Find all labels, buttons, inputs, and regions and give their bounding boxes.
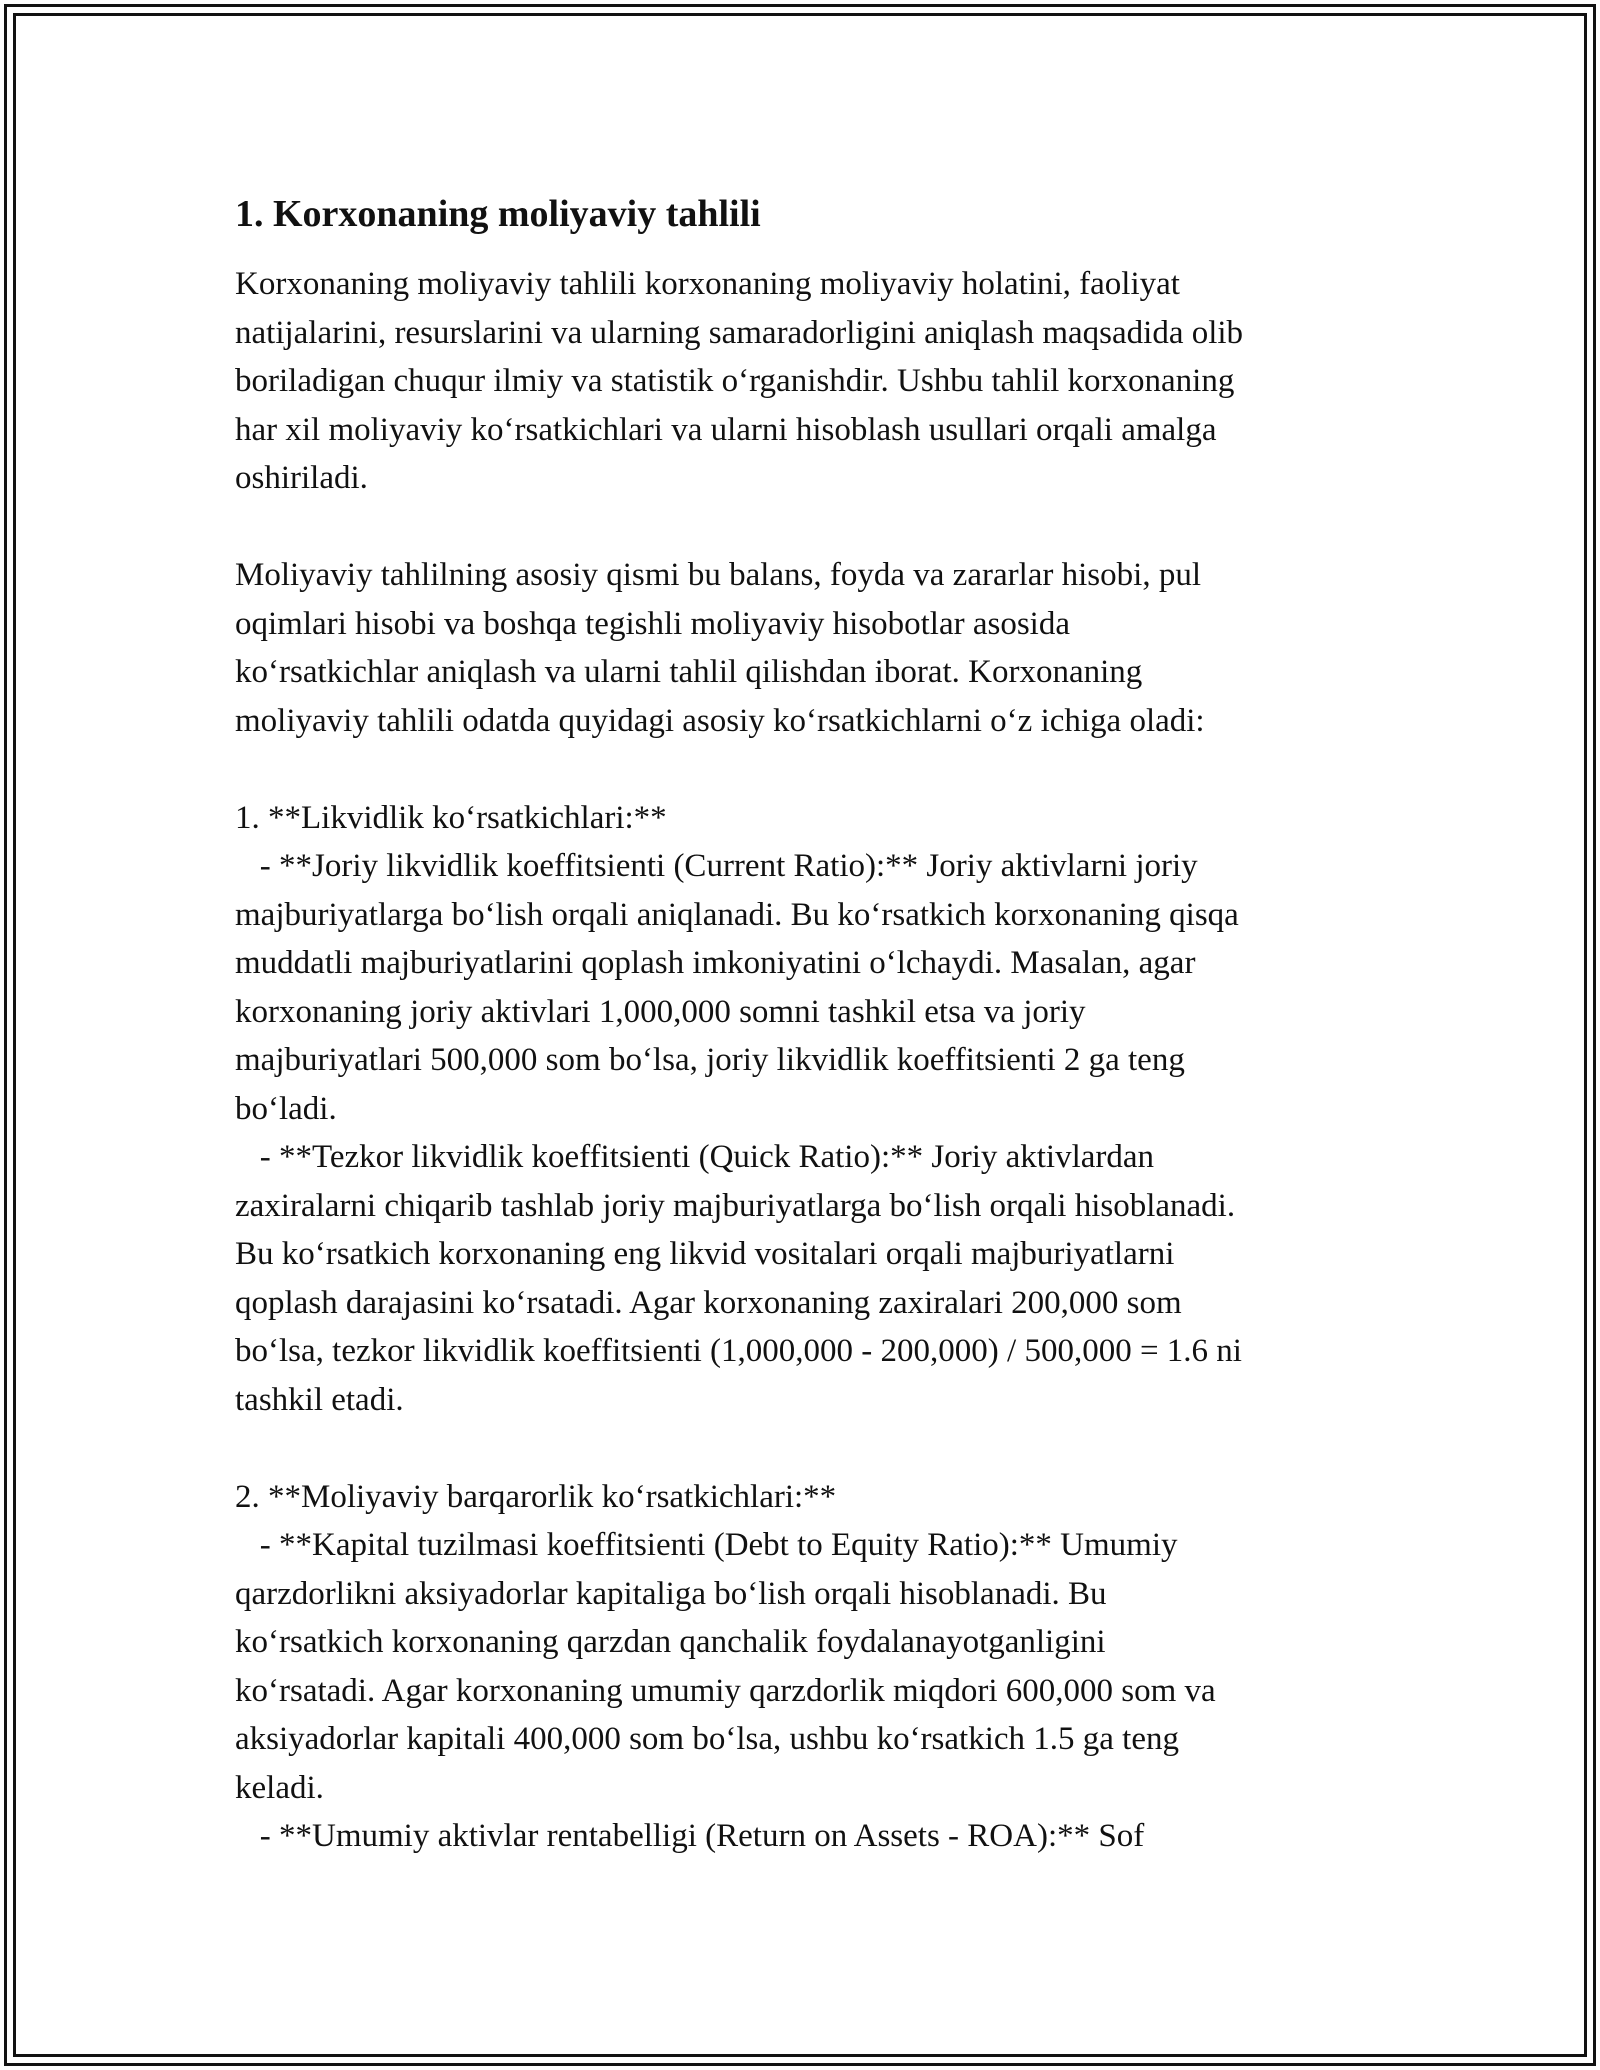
text-line: ko‘rsatkichlar aniqlash va ularni tahlil qilishdan iborat. Korxonaning — [235, 654, 1143, 690]
text-line: majburiyatlarga bo‘lish orqali aniqlanadi. Bu ko‘rsatkich korxonaning qisqa — [235, 896, 1239, 933]
document-body — [235, 190, 1385, 1861]
text-line: Bu ko‘rsatkich korxonaning eng likvid vositalari orqali majburiyatlarni — [235, 1236, 1175, 1272]
text-line: - **Tezkor likvidlik koeffitsienti (Quick Ratio):** Joriy aktivlardan — [235, 1139, 1155, 1175]
text-line: qoplash darajasini ko‘rsatadi. Agar korxonaning zaxiralari 200,000 som — [235, 1284, 1182, 1321]
text-line: zaxiralarni chiqarib tashlab joriy majburiyatlarga bo‘lish orqali hisoblanadi. — [235, 1187, 1236, 1224]
text-line: tashkil etadi. — [235, 1381, 404, 1418]
blank-line — [235, 1424, 1385, 1473]
text-line: keladi. — [235, 1769, 324, 1806]
text-line: 1. **Likvidlik ko‘rsatkichlari:** — [235, 799, 667, 836]
text-line: - **Kapital tuzilmasi koeffitsienti (Debt to Equity Ratio):** Umumiy — [235, 1527, 1178, 1563]
text-line: boriladigan chuqur ilmiy va statistik o‘rganishdir. Ushbu tahlil korxonaning — [235, 363, 1235, 399]
text-line: ko‘rsatadi. Agar korxonaning umumiy qarzdorlik miqdori 600,000 som va — [235, 1672, 1216, 1709]
section-heading: 1. Korxonaning moliyaviy tahlili — [235, 193, 761, 235]
text-line: Korxonaning moliyaviy tahlili korxonaning moliyaviy holatini, faoliyat — [235, 266, 1180, 302]
text-line: muddatli majburiyatlarini qoplash imkoniyatini o‘lchaydi. Masalan, agar — [235, 945, 1196, 981]
text-line: Moliyaviy tahlilning asosiy qismi bu balans, foyda va zararlar hisobi, pul — [235, 557, 1201, 593]
text-line: oqimlari hisobi va boshqa tegishli moliyaviy hisobotlar asosida — [235, 605, 1070, 642]
text-line: majburiyatlari 500,000 som bo‘lsa, joriy likvidlik koeffitsienti 2 ga teng — [235, 1042, 1185, 1078]
document-text — [235, 260, 1385, 1861]
blank-line — [235, 745, 1385, 794]
text-line: natijalarini, resurslarini va ularning samaradorligini aniqlash maqsadida olib — [235, 314, 1244, 351]
text-line: bo‘ladi. — [235, 1090, 337, 1127]
blank-line — [235, 503, 1385, 552]
text-line: korxonaning joriy aktivlari 1,000,000 somni tashkil etsa va joriy — [235, 993, 1086, 1030]
text-line: har xil moliyaviy ko‘rsatkichlari va ularni hisoblash usullari orqali amalga — [235, 411, 1217, 448]
text-line: moliyaviy tahlili odatda quyidagi asosiy ko‘rsatkichlarni o‘z ichiga oladi: — [235, 702, 1205, 739]
text-line: - **Joriy likvidlik koeffitsienti (Current Ratio):** Joriy aktivlarni joriy — [235, 848, 1198, 884]
text-line: - **Umumiy aktivlar rentabelligi (Return on Assets - ROA):** Sof — [235, 1818, 1145, 1854]
text-line: oshiriladi. — [235, 460, 368, 496]
text-line: qarzdorlikni aksiyadorlar kapitaliga bo‘lish orqali hisoblanadi. Bu — [235, 1575, 1107, 1612]
text-line: bo‘lsa, tezkor likvidlik koeffitsienti (1,000,000 - 200,000) / 500,000 = 1.6 ni — [235, 1333, 1242, 1369]
text-line: aksiyadorlar kapitali 400,000 som bo‘lsa, ushbu ko‘rsatkich 1.5 ga teng — [235, 1721, 1179, 1757]
text-line: 2. **Moliyaviy barqarorlik ko‘rsatkichlari:** — [235, 1478, 837, 1515]
text-line: ko‘rsatkich korxonaning qarzdan qanchalik foydalanayotganligini — [235, 1624, 1106, 1660]
